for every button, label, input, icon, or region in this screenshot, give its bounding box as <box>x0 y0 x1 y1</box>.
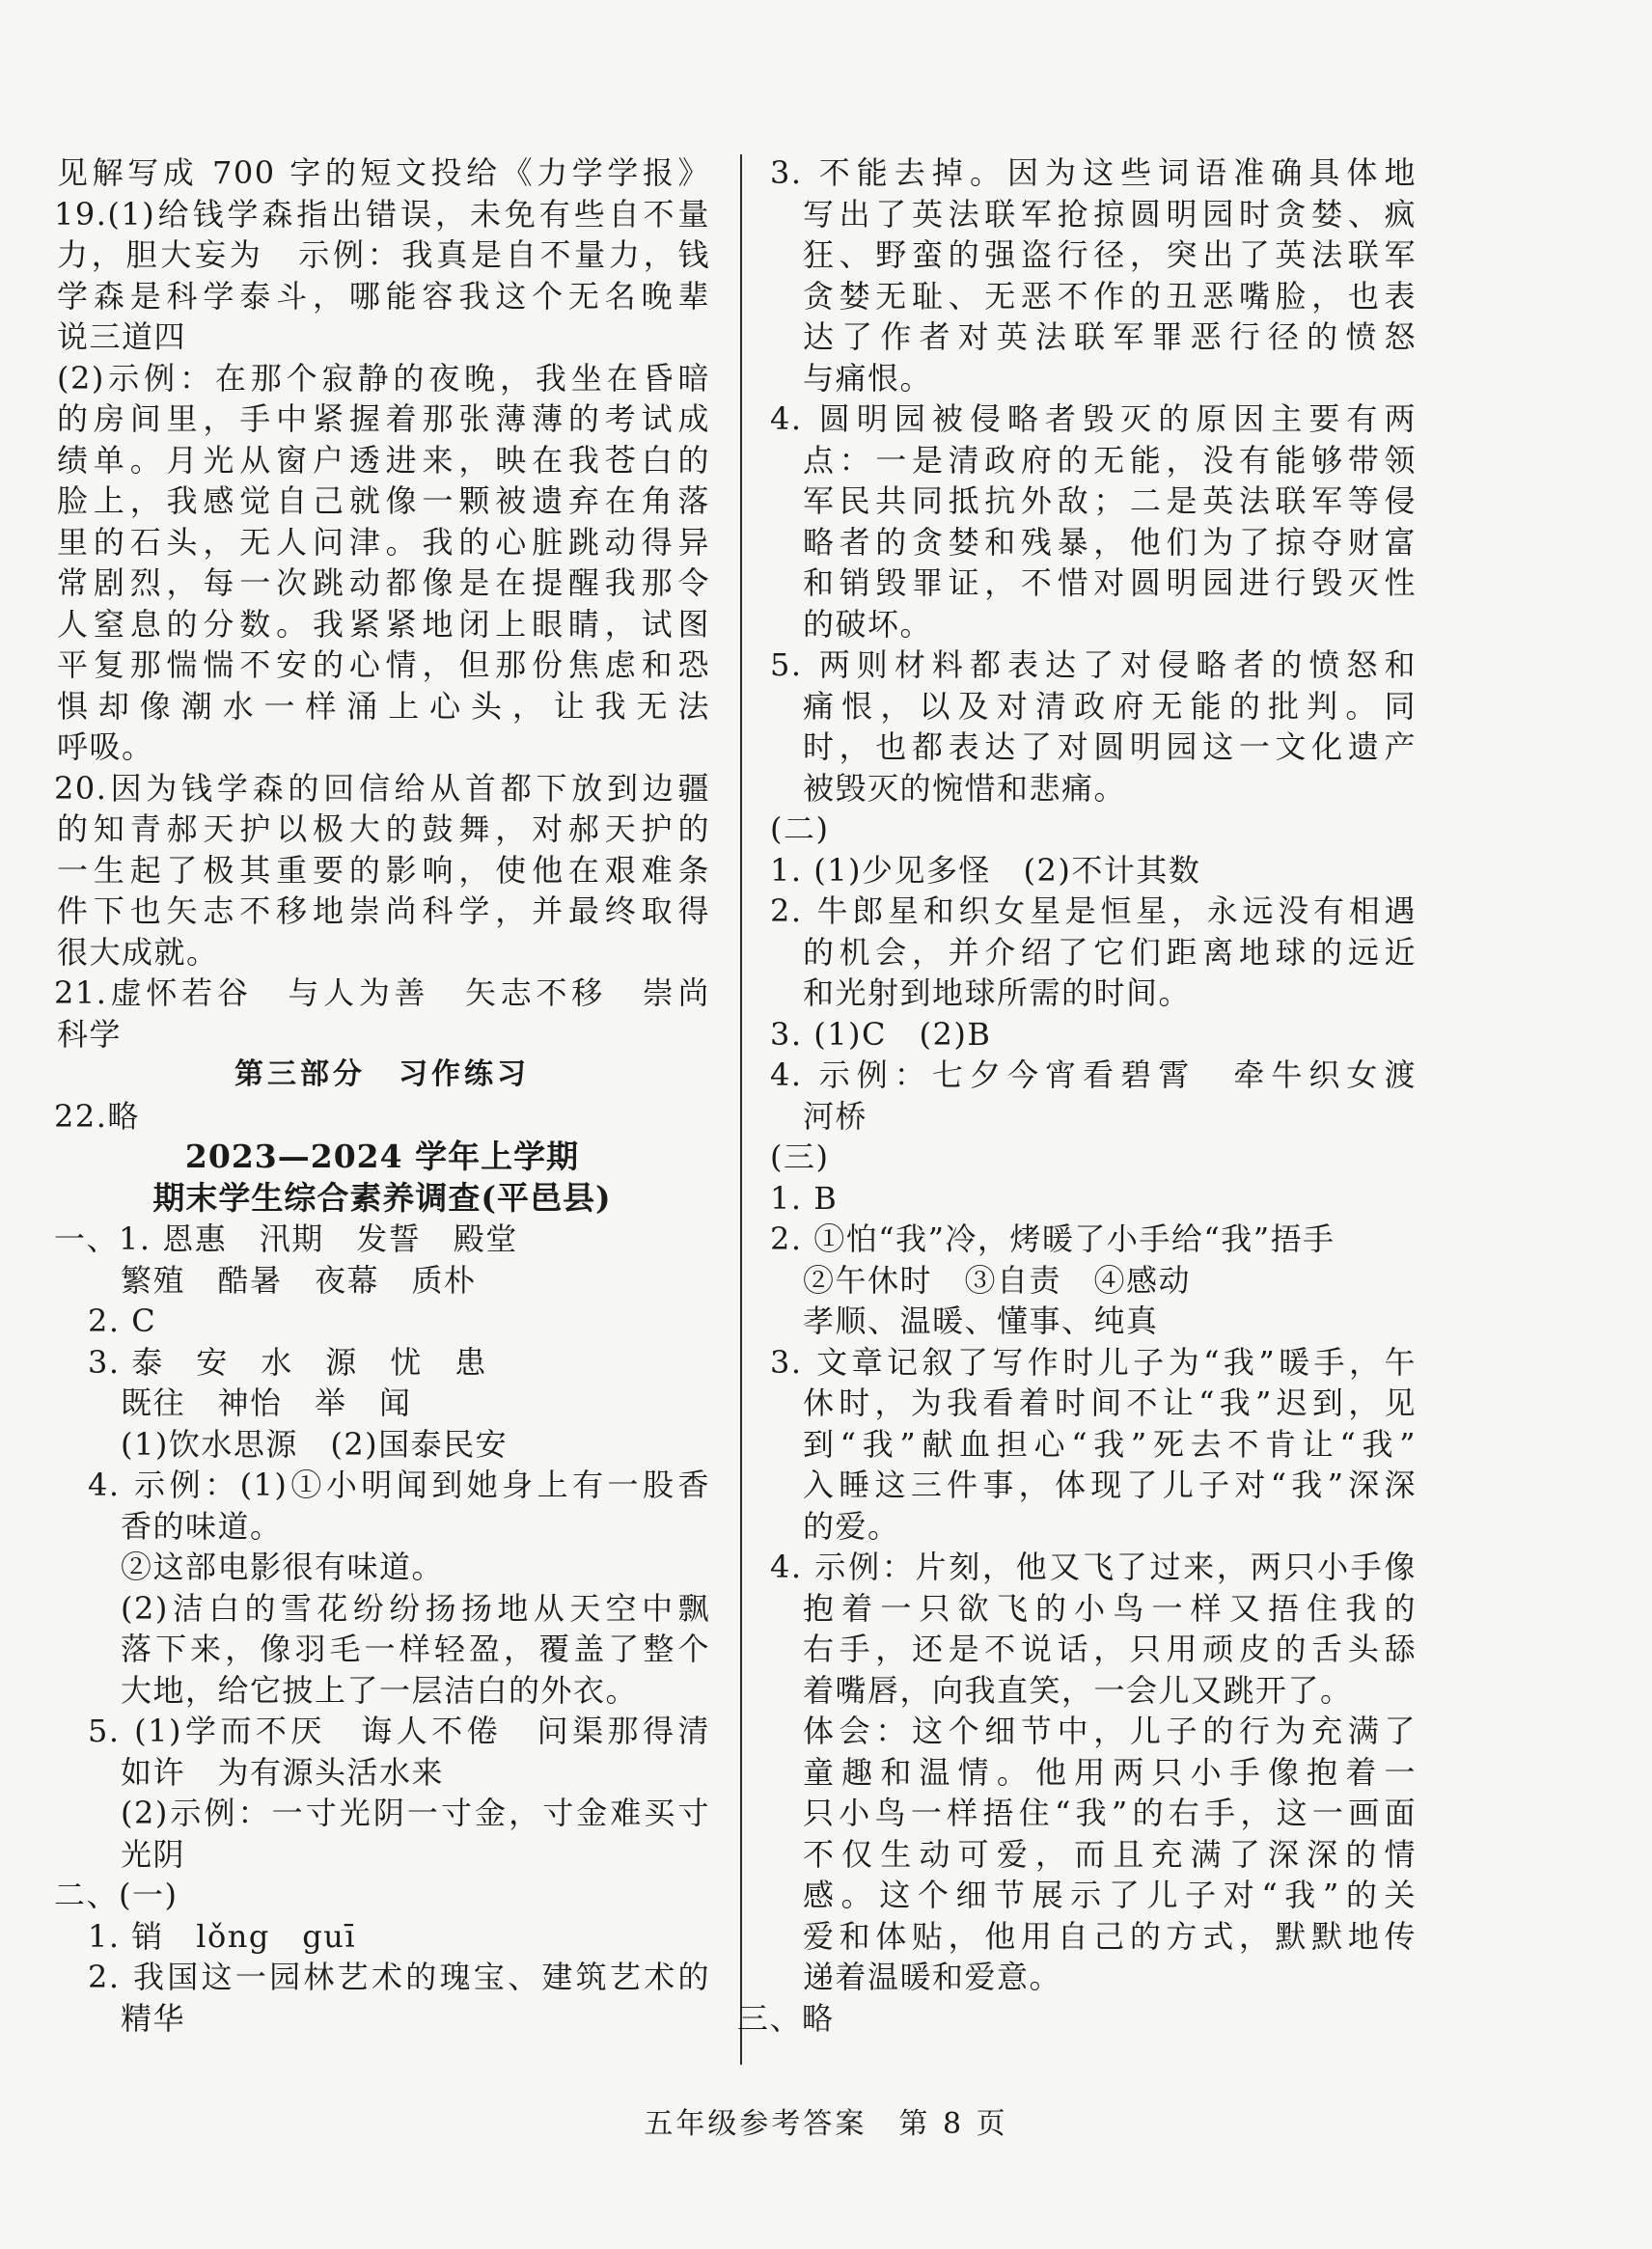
text-line: 很大成就。 <box>57 933 219 971</box>
text-line: 件下也矢志不移地崇尚科学，并最终取得 <box>57 892 710 929</box>
text-line: 落下来，像羽毛一样轻盈，覆盖了整个 <box>121 1631 710 1667</box>
text-line: 和销毁罪证，不惜对圆明园进行毁灭性 <box>803 564 1417 601</box>
text-line: 5. (1)学而不厌 诲人不倦 问渠那得清 <box>88 1713 710 1749</box>
text-line: 大地，给它披上了一层洁白的外衣。 <box>121 1671 639 1709</box>
text-line: 惧却像潮水一样涌上心头，让我无法 <box>57 687 710 725</box>
text-line: 学森是科学泰斗，哪能容我这个无名晚辈 <box>57 277 710 315</box>
text-line: 右手，还是不说话，只用顽皮的舌头舔 <box>803 1631 1417 1667</box>
text-line: 和光射到地球所需的时间。 <box>803 974 1192 1011</box>
text-line: 狂、野蛮的强盗行径，突出了英法联军 <box>803 236 1417 273</box>
text-line: 光阴 <box>121 1835 186 1873</box>
text-line: ②午休时 ③自责 ④感动 <box>803 1261 1192 1299</box>
text-line: 军民共同抵抗外敌；二是英法联军等侵 <box>803 482 1417 519</box>
text-line: 着嘴唇，向我直笑，一会儿又跳开了。 <box>803 1671 1353 1709</box>
text-line: 说三道四 <box>57 318 187 355</box>
text-line: 的破坏。 <box>803 605 933 643</box>
text-line: 4. 示例：片刻，他又飞了过来，两只小手像 <box>770 1549 1417 1585</box>
text-line: 21.虚怀若谷 与人为善 矢志不移 崇尚 <box>54 974 710 1011</box>
text-line: 1. 销 lǒng guī <box>88 1917 357 1955</box>
text-line: ②这部电影很有味道。 <box>121 1549 445 1585</box>
text-line: 三、略 <box>737 1999 835 2037</box>
text-line: 抱着一只欲飞的小鸟一样又捂住我的 <box>803 1589 1417 1627</box>
text-line: 22.略 <box>54 1097 140 1135</box>
text-line: 的爱。 <box>803 1507 900 1545</box>
text-line: 到“我”献血担心“我”死去不肯让“我” <box>803 1425 1417 1463</box>
text-line: (2)示例：在那个寂静的夜晚，我坐在昏暗 <box>57 359 710 397</box>
text-line: 平复那惴惴不安的心情，但那份焦虑和恐 <box>57 646 710 683</box>
text-line: (2)示例：一寸光阴一寸金，寸金难买寸 <box>121 1795 710 1831</box>
text-line: 20.因为钱学森的回信给从首都下放到边疆 <box>54 769 710 807</box>
left-column <box>54 152 710 2039</box>
text-line: 常剧烈，每一次跳动都像是在提醒我那令 <box>57 564 710 601</box>
text-line: 19.(1)给钱学森指出错误，未免有些自不量 <box>54 195 710 233</box>
text-line: 2. 我国这一园林艺术的瑰宝、建筑艺术的 <box>88 1959 710 1995</box>
text-line: 体会：这个细节中，儿子的行为充满了 <box>803 1713 1417 1749</box>
text-line: 2023—2024 学年上学期 <box>184 1138 580 1175</box>
text-line: 期末学生综合素养调查(平邑县) <box>152 1178 612 1217</box>
right-column <box>737 152 1417 2039</box>
text-line: 河桥 <box>803 1097 868 1135</box>
text-line: 的房间里，手中紧握着那张薄薄的考试成 <box>57 400 710 437</box>
text-line: (1)饮水思源 (2)国泰民安 <box>121 1425 509 1463</box>
text-line: 力，胆大妄为 示例：我真是自不量力，钱 <box>57 236 710 273</box>
text-line: 与痛恨。 <box>803 359 933 397</box>
page-footer: 五年级参考答案 第 8 页 <box>644 2107 1008 2141</box>
text-line: 一生起了极其重要的影响，使他在艰难条 <box>57 851 710 889</box>
column-divider <box>740 154 742 2065</box>
text-line: 脸上，我感觉自己就像一颗被遗弃在角落 <box>57 482 710 519</box>
text-line: 精华 <box>121 1999 186 2037</box>
text-line: 3. 文章记叙了写作时儿子为“我”暖手，午 <box>770 1343 1417 1381</box>
text-line: 绩单。月光从窗户透进来，映在我苍白的 <box>57 441 710 479</box>
text-line: 痛恨，以及对清政府无能的批判。同 <box>803 687 1417 725</box>
text-line: 5. 两则材料都表达了对侵略者的愤怒和 <box>770 646 1417 683</box>
text-line: 入睡这三件事，体现了儿子对“我”深深 <box>803 1467 1417 1503</box>
text-line: 呼吸。 <box>57 728 154 765</box>
text-line: 如许 为有源头活水来 <box>121 1753 445 1791</box>
text-line: 4. 示例：七夕今宵看碧霄 牵牛织女渡 <box>770 1056 1417 1093</box>
text-line: 略者的贪婪和残暴，他们为了掠夺财富 <box>803 523 1417 561</box>
text-line: 里的石头，无人问津。我的心脏跳动得异 <box>57 523 710 561</box>
text-line: 贪婪无耻、无恶不作的丑恶嘴脸，也表 <box>803 277 1417 315</box>
text-line: 1. B <box>770 1179 839 1217</box>
text-line: 香的味道。 <box>121 1507 283 1545</box>
text-line: 第三部分 习作练习 <box>234 1057 530 1091</box>
text-line: (二) <box>770 810 830 847</box>
text-line: 2. ①怕“我”冷，烤暖了小手给“我”捂手 <box>770 1220 1335 1257</box>
text-line: 一、1. 恩惠 汛期 发誓 殿堂 <box>54 1220 518 1257</box>
text-line: 只小鸟一样捂住“我”的右手，这一画面 <box>803 1795 1417 1831</box>
text-line: 1. (1)少见多怪 (2)不计其数 <box>770 851 1201 889</box>
text-line: 时，也都表达了对圆明园这一文化遗产 <box>803 728 1417 765</box>
text-line: 童趣和温情。他用两只小手像抱着一 <box>803 1753 1417 1791</box>
text-line: 繁殖 酷暑 夜幕 质朴 <box>121 1261 477 1299</box>
text-line: 不仅生动可爱，而且充满了深深的情 <box>803 1835 1417 1873</box>
text-line: 3. 不能去掉。因为这些词语准确具体地 <box>770 154 1417 191</box>
text-line: 3. (1)C (2)B <box>770 1015 992 1053</box>
text-line: 写出了英法联军抢掠圆明园时贪婪、疯 <box>803 195 1417 233</box>
text-line: 的知青郝天护以极大的鼓舞，对郝天护的 <box>57 810 710 847</box>
text-line: 的机会，并介绍了它们距离地球的远近 <box>803 933 1417 971</box>
text-line: 科学 <box>57 1015 123 1053</box>
text-line: 2. C <box>88 1303 157 1339</box>
text-line: 2. 牛郎星和织女星是恒星，永远没有相遇 <box>770 892 1417 929</box>
text-line: 人窒息的分数。我紧紧地闭上眼睛，试图 <box>57 605 710 643</box>
text-line: 3. 泰 安 水 源 忧 患 <box>88 1343 487 1381</box>
text-line: 被毁灭的惋惜和悲痛。 <box>803 769 1127 807</box>
text-line: 爱和体贴，他用自己的方式，默默地传 <box>803 1917 1417 1955</box>
text-line: 二、(一) <box>54 1877 179 1913</box>
text-line: 孝顺、温暖、懂事、纯真 <box>803 1303 1159 1339</box>
text-line: 点：一是清政府的无能，没有能够带领 <box>803 441 1417 479</box>
text-line: 感。这个细节展示了儿子对“我”的关 <box>803 1877 1417 1913</box>
text-line: (2)洁白的雪花纷纷扬扬地从天空中飘 <box>121 1589 710 1627</box>
text-line: 见解写成 700 字的短文投给《力学学报》 <box>57 154 710 191</box>
text-line: 4. 圆明园被侵略者毁灭的原因主要有两 <box>770 400 1417 437</box>
text-line: 既往 神怡 举 闻 <box>121 1385 412 1421</box>
text-line: 休时，为我看着时间不让“我”迟到，见 <box>803 1385 1417 1421</box>
text-line: 4. 示例：(1)①小明闻到她身上有一股香 <box>88 1467 710 1503</box>
text-line: (三) <box>770 1138 830 1175</box>
text-line: 递着温暖和爱意。 <box>803 1959 1062 1995</box>
text-line: 达了作者对英法联军罪恶行径的愤怒 <box>803 318 1417 355</box>
